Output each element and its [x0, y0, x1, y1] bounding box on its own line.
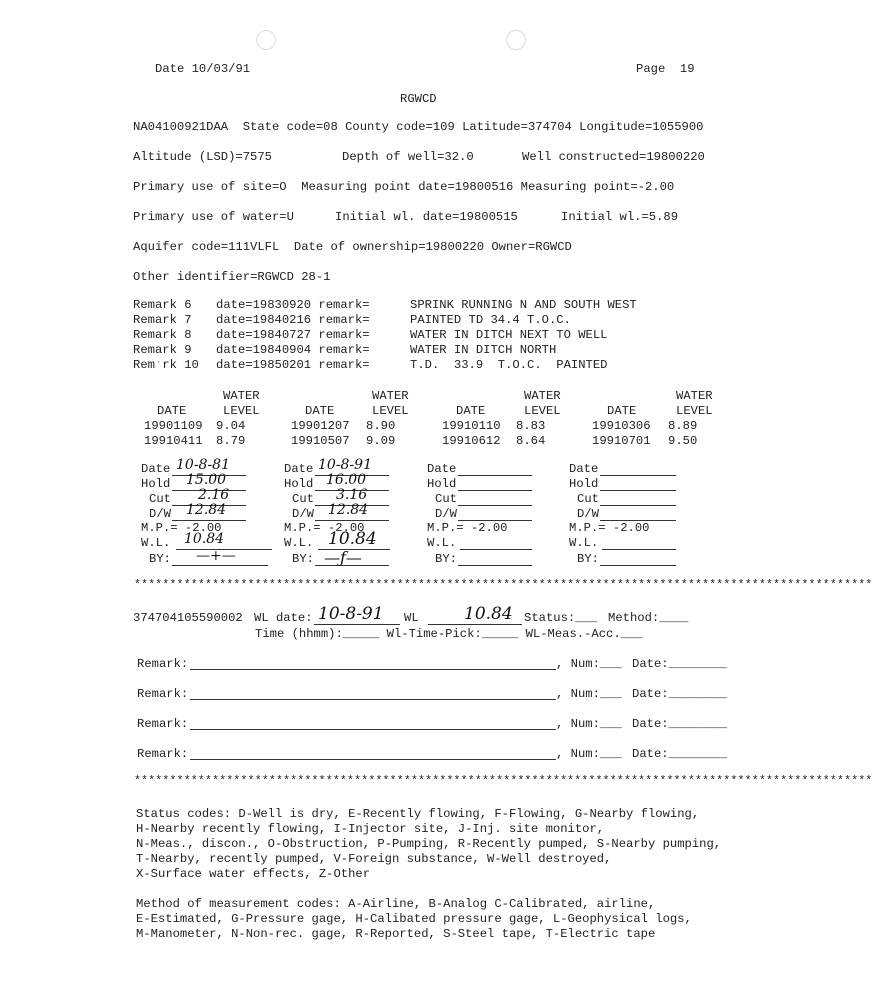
col-header-date: DATE: [157, 404, 187, 418]
form-label-wl: W.L.: [427, 536, 457, 550]
remark-date: date=19840904 remark=: [216, 343, 370, 357]
status-codes-line: H-Nearby recently flowing, I-Injector site, J-Inj. site monitor,: [136, 822, 605, 836]
table-cell-date: 19910110: [442, 419, 501, 433]
form-label-cut: Cut: [435, 492, 457, 506]
method-codes-line: M-Manometer, N-Non-rec. gage, R-Reported, S-Steel tape, T-Electric tape: [136, 927, 656, 941]
form-line-hold[interactable]: [600, 490, 676, 491]
site-line-5: Aquifer code=111VLFL Date of ownership=19800220 Owner=RGWCD: [133, 240, 572, 254]
remark-input[interactable]: [190, 669, 556, 670]
form-label-wl: W.L.: [141, 536, 171, 550]
form-line-cut[interactable]: [458, 505, 532, 506]
handwritten-cut: 3.16: [336, 487, 368, 503]
col-header-date: DATE: [456, 404, 486, 418]
remark-date: date=19840727 remark=: [216, 328, 370, 342]
remark-date: date=19850201 remark=: [216, 358, 370, 372]
remark-text: SPRINK RUNNING N AND SOUTH WEST: [410, 298, 637, 312]
table-cell-date: 19910701: [592, 434, 651, 448]
status-codes-line: T-Nearby, recently pumped, V-Foreign substance, W-Well destroyed,: [136, 852, 612, 866]
remark-date: date=19840216 remark=: [216, 313, 370, 327]
form-label-mp: M.P.= -2.00: [284, 521, 365, 535]
table-cell-date: 19901207: [291, 419, 350, 433]
remark-label: Remark:: [137, 717, 189, 731]
remark-num[interactable]: , Num:___: [556, 687, 622, 701]
table-cell-date: 19910411: [144, 434, 203, 448]
remark-text: WATER IN DITCH NEXT TO WELL: [410, 328, 608, 342]
site-line-6: Other identifier=RGWCD 28-1: [133, 270, 331, 284]
form-label-hold: Hold: [569, 477, 599, 491]
form-label-dw: D/W: [292, 507, 314, 521]
remark-label: Remark 7: [133, 313, 192, 327]
form-label-hold: Hold: [141, 477, 171, 491]
form-line-date[interactable]: [600, 475, 676, 476]
remark-date[interactable]: Date:________: [632, 687, 728, 701]
form-line-date[interactable]: [458, 475, 532, 476]
handwritten-cut: 2.16: [198, 487, 230, 503]
col-header-water: WATER: [372, 389, 409, 403]
remark-text: PAINTED TD 34.4 T.O.C.: [410, 313, 571, 327]
form-label-cut: Cut: [149, 492, 171, 506]
remark-input[interactable]: [190, 699, 556, 700]
col-header-level: LEVEL: [372, 404, 409, 418]
remark-label: Remark 9: [133, 343, 192, 357]
depth-of-well: Depth of well=32.0: [342, 150, 474, 164]
handwritten-dw: 12.84: [186, 502, 227, 518]
remark-label: Remark 8: [133, 328, 192, 342]
col-header-level: LEVEL: [223, 404, 260, 418]
form-line-wl[interactable]: [460, 549, 532, 550]
remark-text: WATER IN DITCH NORTH: [410, 343, 557, 357]
site-line-3: Primary use of site=O Measuring point date=19800516 Measuring point=-2.00: [133, 180, 675, 194]
form-label-by: BY:: [435, 552, 457, 566]
report-date: Date 10/03/91: [155, 62, 251, 76]
handwritten-date: 10-8-91: [318, 457, 372, 473]
remark-num[interactable]: , Num:___: [556, 657, 622, 671]
remark-label: Remark 6: [133, 298, 192, 312]
remark-text: T.D. 33.9 T.O.C. PAINTED: [410, 358, 608, 372]
remark-date[interactable]: Date:________: [632, 657, 728, 671]
wl-date-field[interactable]: [314, 624, 400, 625]
form-label-wl: W.L.: [569, 536, 599, 550]
form-label-by: BY:: [149, 552, 171, 566]
remark-date: date=19830920 remark=: [216, 298, 370, 312]
col-header-level: LEVEL: [524, 404, 561, 418]
initial-wl: Initial wl.=5.89: [561, 210, 679, 224]
table-cell-date: 19910612: [442, 434, 501, 448]
status-codes-line: X-Surface water effects, Z-Other: [136, 867, 371, 881]
table-cell-date: 19910507: [291, 434, 350, 448]
form-label-cut: Cut: [292, 492, 314, 506]
asterisk-divider: ********************************************************************************************************: [134, 579, 873, 592]
status-field[interactable]: Status:___: [524, 611, 598, 625]
col-header-level: LEVEL: [676, 404, 713, 418]
table-cell-date: 19901109: [144, 419, 203, 433]
remark-num[interactable]: , Num:___: [556, 747, 622, 761]
asterisk-divider: ********************************************************************************************************: [134, 775, 873, 788]
site-line-1: NA04100921DAA State code=08 County code=109 Latitude=374704 Longitude=1055900: [133, 120, 704, 134]
primary-use-water: Primary use of water=U: [133, 210, 294, 224]
form-label-mp: M.P.= -2.00: [427, 521, 508, 535]
handwritten-date: 10-8-81: [176, 457, 230, 473]
form-label-mp: M.P.= -2.00: [569, 521, 650, 535]
method-codes-line: E-Estimated, G-Pressure gage, H-Calibated pressure gage, L-Geophysical logs,: [136, 912, 692, 926]
col-header-water: WATER: [676, 389, 713, 403]
col-header-water: WATER: [223, 389, 260, 403]
form-label-date: Date: [427, 462, 457, 476]
table-cell-level: 8.79: [216, 434, 246, 448]
form-label-by: BY:: [577, 552, 599, 566]
remark-input[interactable]: [190, 759, 556, 760]
site-id: 374704105590002: [133, 611, 243, 625]
table-cell-level: 8.90: [366, 419, 396, 433]
form-line-cut[interactable]: [600, 505, 676, 506]
table-cell-level: 8.89: [668, 419, 698, 433]
handwritten-hold: 15.00: [186, 472, 227, 488]
handwritten-initials: —+—: [196, 548, 236, 564]
form-label-dw: D/W: [577, 507, 599, 521]
initial-wl-date: Initial wl. date=19800515: [335, 210, 518, 224]
table-cell-date: 19910306: [592, 419, 651, 433]
handwritten-wl: 10.84: [328, 529, 377, 549]
remark-date[interactable]: Date:________: [632, 747, 728, 761]
form-label-mp: M.P.= -2.00: [141, 521, 222, 535]
handwritten-dw: 12.84: [328, 502, 369, 518]
form-label-by: BY:: [292, 552, 314, 566]
handwritten-initials: —ƒ—: [324, 548, 362, 567]
page-number: Page 19: [636, 62, 695, 76]
time-fields[interactable]: Time (hhmm):_____ Wl-Time-Pick:_____ WL-Meas.-Acc.___: [255, 627, 643, 641]
remark-num[interactable]: , Num:___: [556, 717, 622, 731]
form-line-wl[interactable]: [602, 549, 676, 550]
form-line-hold[interactable]: [458, 490, 532, 491]
wl-date-label: WL date:: [254, 611, 313, 625]
remark-label: Remˑrk 10: [133, 358, 199, 372]
form-label-date: Date: [284, 462, 314, 476]
form-label-date: Date: [569, 462, 599, 476]
col-header-date: DATE: [607, 404, 637, 418]
well-constructed: Well constructed=19800220: [522, 150, 705, 164]
handwritten-wl: 10.84: [184, 531, 225, 547]
wl-label: WL: [404, 611, 419, 625]
remark-date[interactable]: Date:________: [632, 717, 728, 731]
remark-label: Remark:: [137, 747, 189, 761]
agency-title: RGWCD: [400, 92, 437, 106]
altitude: Altitude (LSD)=7575: [133, 150, 272, 164]
remark-label: Remark:: [137, 687, 189, 701]
punch-hole-right: [506, 30, 526, 50]
method-field[interactable]: Method:____: [608, 611, 689, 625]
form-line-by[interactable]: [458, 565, 532, 566]
form-label-date: Date: [141, 462, 171, 476]
table-cell-level: 8.83: [516, 419, 546, 433]
col-header-date: DATE: [305, 404, 335, 418]
method-codes-line: Method of measurement codes: A-Airline, B-Analog C-Calibrated, airline,: [136, 897, 656, 911]
wl-value-field[interactable]: [428, 624, 522, 625]
status-codes-line: Status codes: D-Well is dry, E-Recently flowing, F-Flowing, G-Nearby flowing,: [136, 807, 700, 821]
table-cell-level: 9.04: [216, 419, 246, 433]
table-cell-level: 8.64: [516, 434, 546, 448]
form-label-dw: D/W: [149, 507, 171, 521]
table-cell-level: 9.50: [668, 434, 698, 448]
form-label-dw: D/W: [435, 507, 457, 521]
wl-value-handwritten: 10.84: [464, 604, 513, 624]
form-label-cut: Cut: [577, 492, 599, 506]
status-codes-line: N-Meas., discon., O-Obstruction, P-Pumping, R-Recently pumped, S-Nearby pumping,: [136, 837, 722, 851]
form-label-hold: Hold: [427, 477, 457, 491]
table-cell-level: 9.09: [366, 434, 396, 448]
col-header-water: WATER: [524, 389, 561, 403]
punch-hole-left: [256, 30, 276, 50]
remark-input[interactable]: [190, 729, 556, 730]
form-label-wl: W.L.: [284, 536, 314, 550]
form-line-by[interactable]: [600, 565, 676, 566]
form-label-hold: Hold: [284, 477, 314, 491]
form-line-by[interactable]: [172, 565, 268, 566]
handwritten-hold: 16.00: [326, 472, 367, 488]
remark-label: Remark:: [137, 657, 189, 671]
wl-date-handwritten: 10-8-91: [318, 604, 384, 624]
